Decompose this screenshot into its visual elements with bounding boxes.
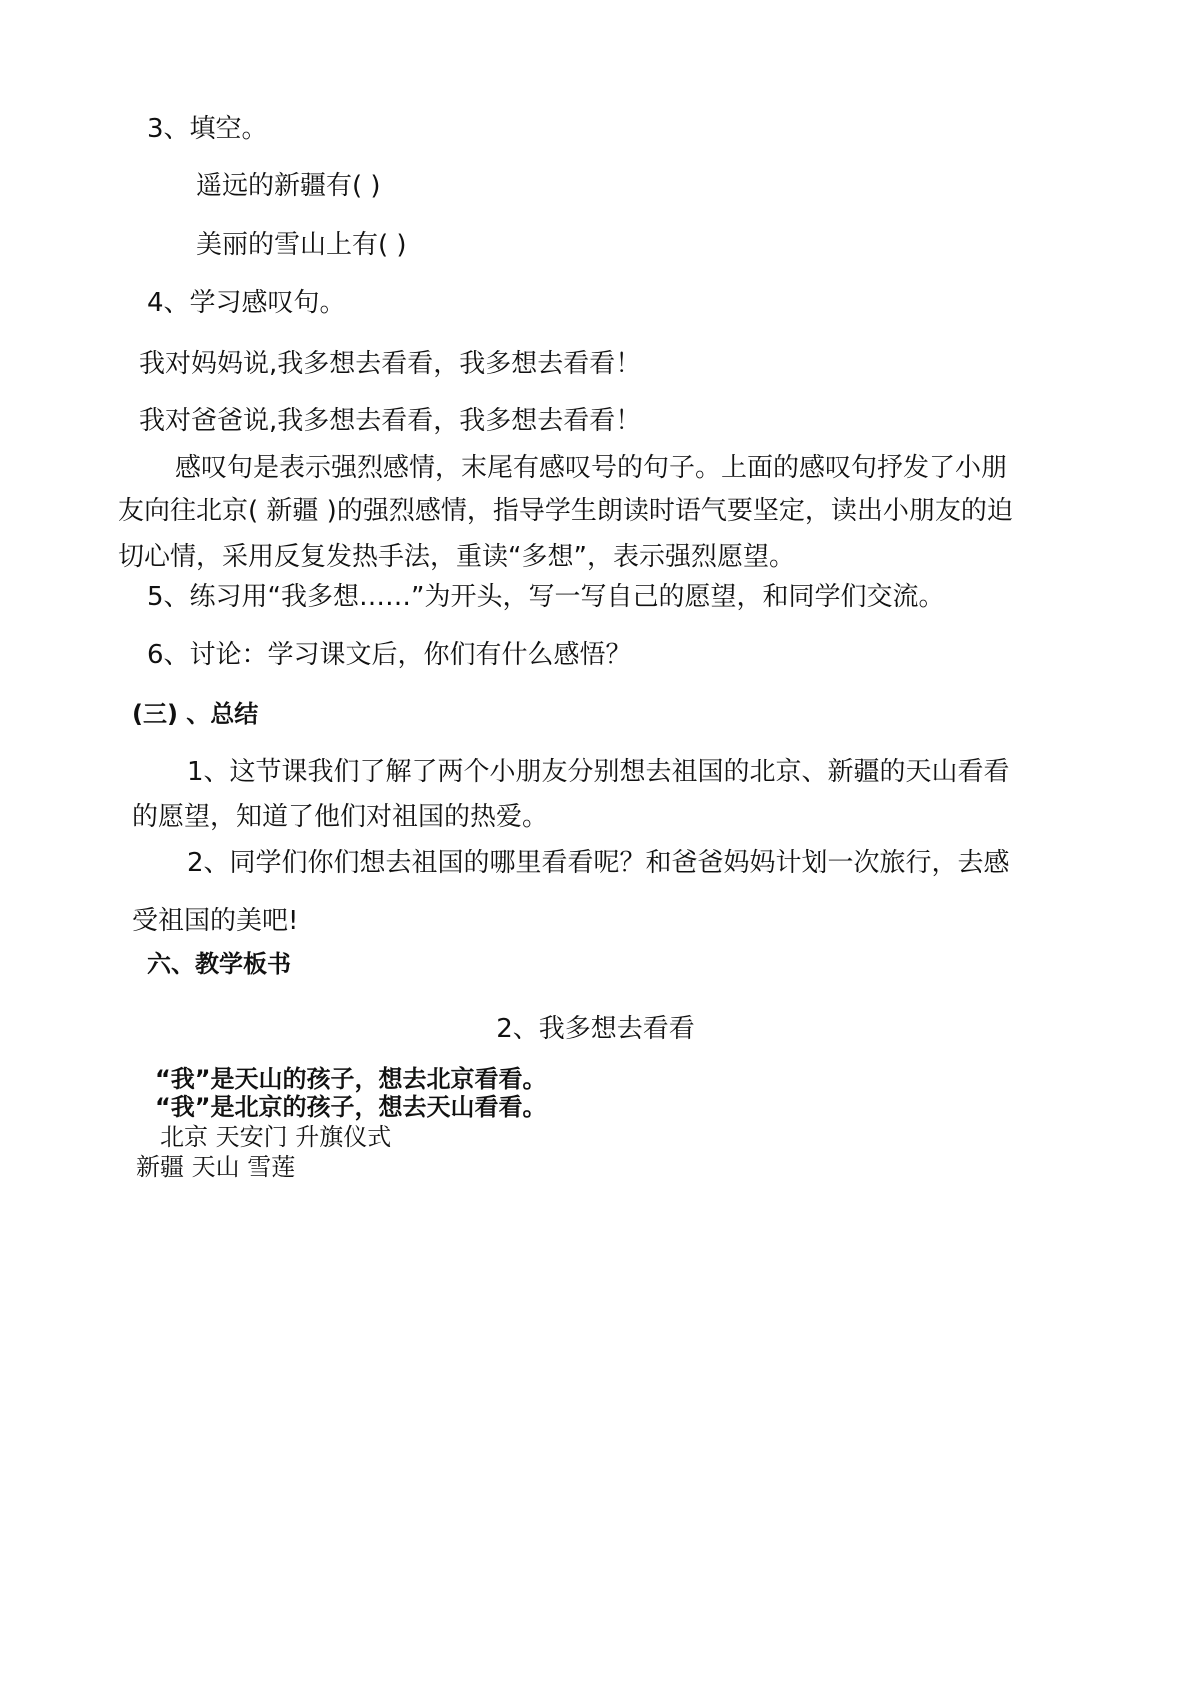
item4-heading: 4、学习感叹句。 [147,288,346,318]
summary-point2-line-2: 受祖国的美吧! [132,906,299,936]
exclamation-sentence-2: 我对爸爸说,我多想去看看，我多想去看看！ [139,406,642,436]
item5-text: 5、练习用“我多想……”为开头，写一写自己的愿望，和同学们交流。 [147,582,945,612]
paragraph-line-3: 切心情，采用反复发热手法，重读“多想”，表示强烈愿望。 [118,542,795,572]
item6-text: 6、讨论：学习课文后，你们有什么感悟？ [147,640,632,670]
board-heading: 六、教学板书 [147,950,291,978]
item3-blank-1: 遥远的新疆有( ) [196,171,381,201]
board-line-4: 新疆 天山 雪莲 [136,1153,296,1181]
paragraph-line-1: 感叹句是表示强烈感情，末尾有感叹号的句子。上面的感叹句抒发了小朋 [175,453,1008,483]
board-line-3: 北京 天安门 升旗仪式 [160,1123,392,1151]
exclamation-sentence-1: 我对妈妈说,我多想去看看，我多想去看看！ [139,349,642,379]
item3-heading: 3、填空。 [147,114,268,144]
paragraph-line-2: 友向往北京( 新疆 )的强烈感情，指导学生朗读时语气要坚定，读出小朋友的迫 [118,496,1013,526]
board-line-1: “我”是天山的孩子，想去北京看看。 [155,1065,547,1093]
board-line-2: “我”是北京的孩子，想去天山看看。 [155,1093,547,1121]
item3-blank-2: 美丽的雪山上有( ) [196,230,407,260]
summary-point1-line-2: 的愿望，知道了他们对祖国的热爱。 [132,802,549,832]
summary-point2-line-1: 2、同学们你们想去祖国的哪里看看呢？和爸爸妈妈计划一次旅行，去感 [187,848,1010,878]
board-title: 2、我多想去看看 [496,1014,695,1044]
summary-point1-line-1: 1、这节课我们了解了两个小朋友分别想去祖国的北京、新疆的天山看看 [187,757,1010,787]
summary-heading: (三) 、总结 [132,700,259,728]
